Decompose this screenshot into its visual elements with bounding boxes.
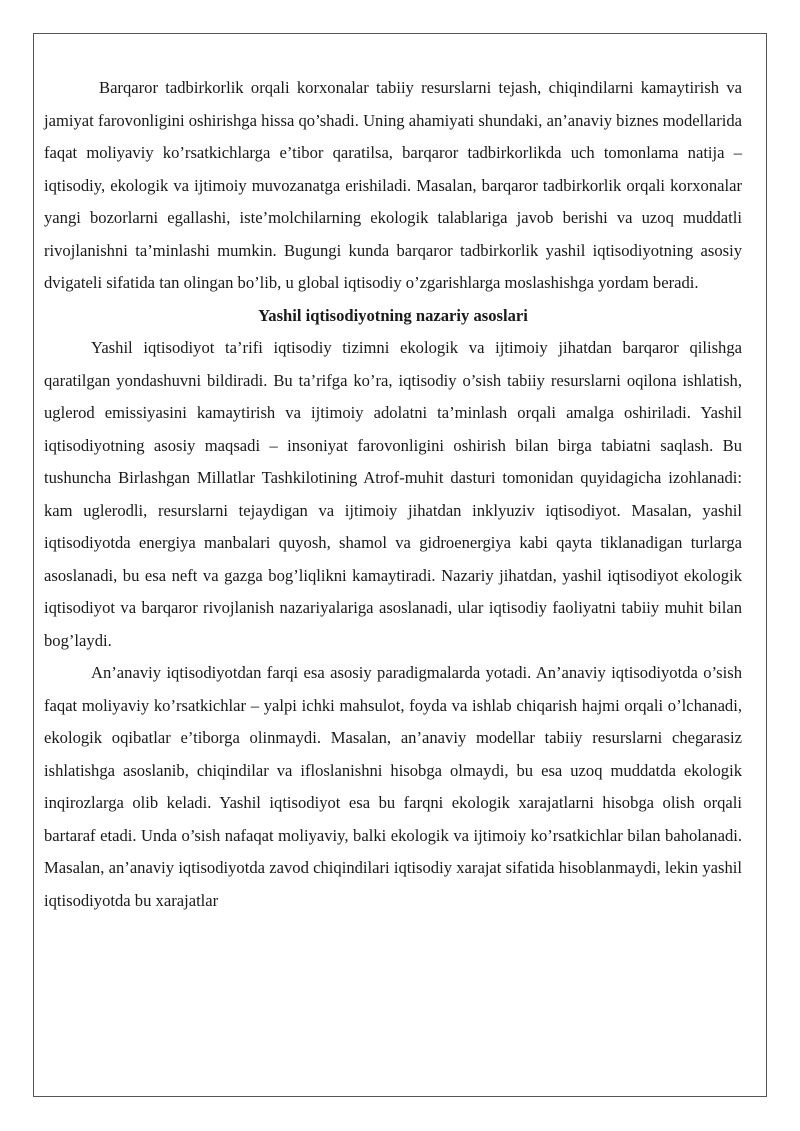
paragraph-intro: Barqaror tadbirkorlik orqali korxonalar tabiiy resurslarni tejash, chiqindilarni kamaytirish va jamiyat farovonligini oshirishga hissa qo’shadi. Uning ahamiyati shundaki, an’anaviy biznes modellarida faqat moliyaviy ko’rsatkichlarga e’tibor qaratilsa, barqaror tadbirkorlikda uch tomonlama natija – iqtisodiy, ekologik va ijtimoiy muvozanatga erishiladi. Masalan, barqaror tadbirkorlik orqali korxonalar yangi bozorlarni egallashi, iste’molchilarning ekologik talablariga javob berishi va uzoq muddatli rivojlanishni ta’minlashi mumkin. Bugungi kunda barqaror tadbirkorlik yashil iqtisodiyotning asosiy dvigateli sifatida tan olingan bo’lib, u global iqtisodiy o’zgarishlarga moslashishga yordam beradi. (44, 78, 742, 292)
paragraph-difference: An’anaviy iqtisodiyotdan farqi esa asosiy paradigmalarda yotadi. An’anaviy iqtisodiyotda o’sish faqat moliyaviy ko’rsatkichlar – yalpi ichki mahsulot, foyda va ishlab chiqarish hajmi orqali o’lchanadi, ekologik oqibatlar e’tiborga olinmaydi. Masalan, an’anaviy modellar tabiiy resurslarni chegarasiz ishlatishga asoslanib, chiqindilar va ifloslanishni hisobga olmaydi, bu esa uzoq muddatda ekologik inqirozlarga olib keladi. Yashil iqtisodiyot esa bu farqni ekologik xarajatlarni hisobga olish orqali bartaraf etadi. Unda o’sish nafaqat moliyaviy, balki ekologik va ijtimoiy ko’rsatkichlar bilan baholanadi. Masalan, an’anaviy iqtisodiyotda zavod chiqindilari iqtisodiy xarajat sifatida hisoblanmaydi, lekin yashil iqtisodiyotda bu xarajatlar (44, 663, 742, 910)
paragraph-definition: Yashil iqtisodiyot ta’rifi iqtisodiy tizimni ekologik va ijtimoiy jihatdan barqaror qilishga qaratilgan yondashuvni bildiradi. Bu ta’rifga ko’ra, iqtisodiy o’sish tabiiy resurslarni oqilona ishlatish, uglerod emissiyasini kamaytirish va ijtimoiy adolatni ta’minlash orqali amalga oshiriladi. Yashil iqtisodiyotning asosiy maqsadi – insoniyat farovonligini oshirish bilan birga tabiatni saqlash. Bu tushuncha Birlashgan Millatlar Tashkilotining Atrof-muhit dasturi tomonidan quyidagicha izohlanadi: kam uglerodli, resurslarni tejaydigan va ijtimoiy jihatdan inklyuziv iqtisodiyot. Masalan, yashil iqtisodiyotda energiya manbalari quyosh, shamol va gidroenergiya kabi qayta tiklanadigan turlarga asoslanadi, bu esa neft va gazga bog’liqlikni kamaytiradi. Nazariy jihatdan, yashil iqtisodiyot ekologik iqtisodiyot va barqaror rivojlanish nazariyalariga asoslanadi, ular iqtisodiy faoliyatni tabiiy muhit bilan bog’laydi. (44, 338, 742, 650)
section-heading: Yashil iqtisodiyotning nazariy asoslari (258, 305, 528, 325)
document-body (44, 72, 742, 917)
